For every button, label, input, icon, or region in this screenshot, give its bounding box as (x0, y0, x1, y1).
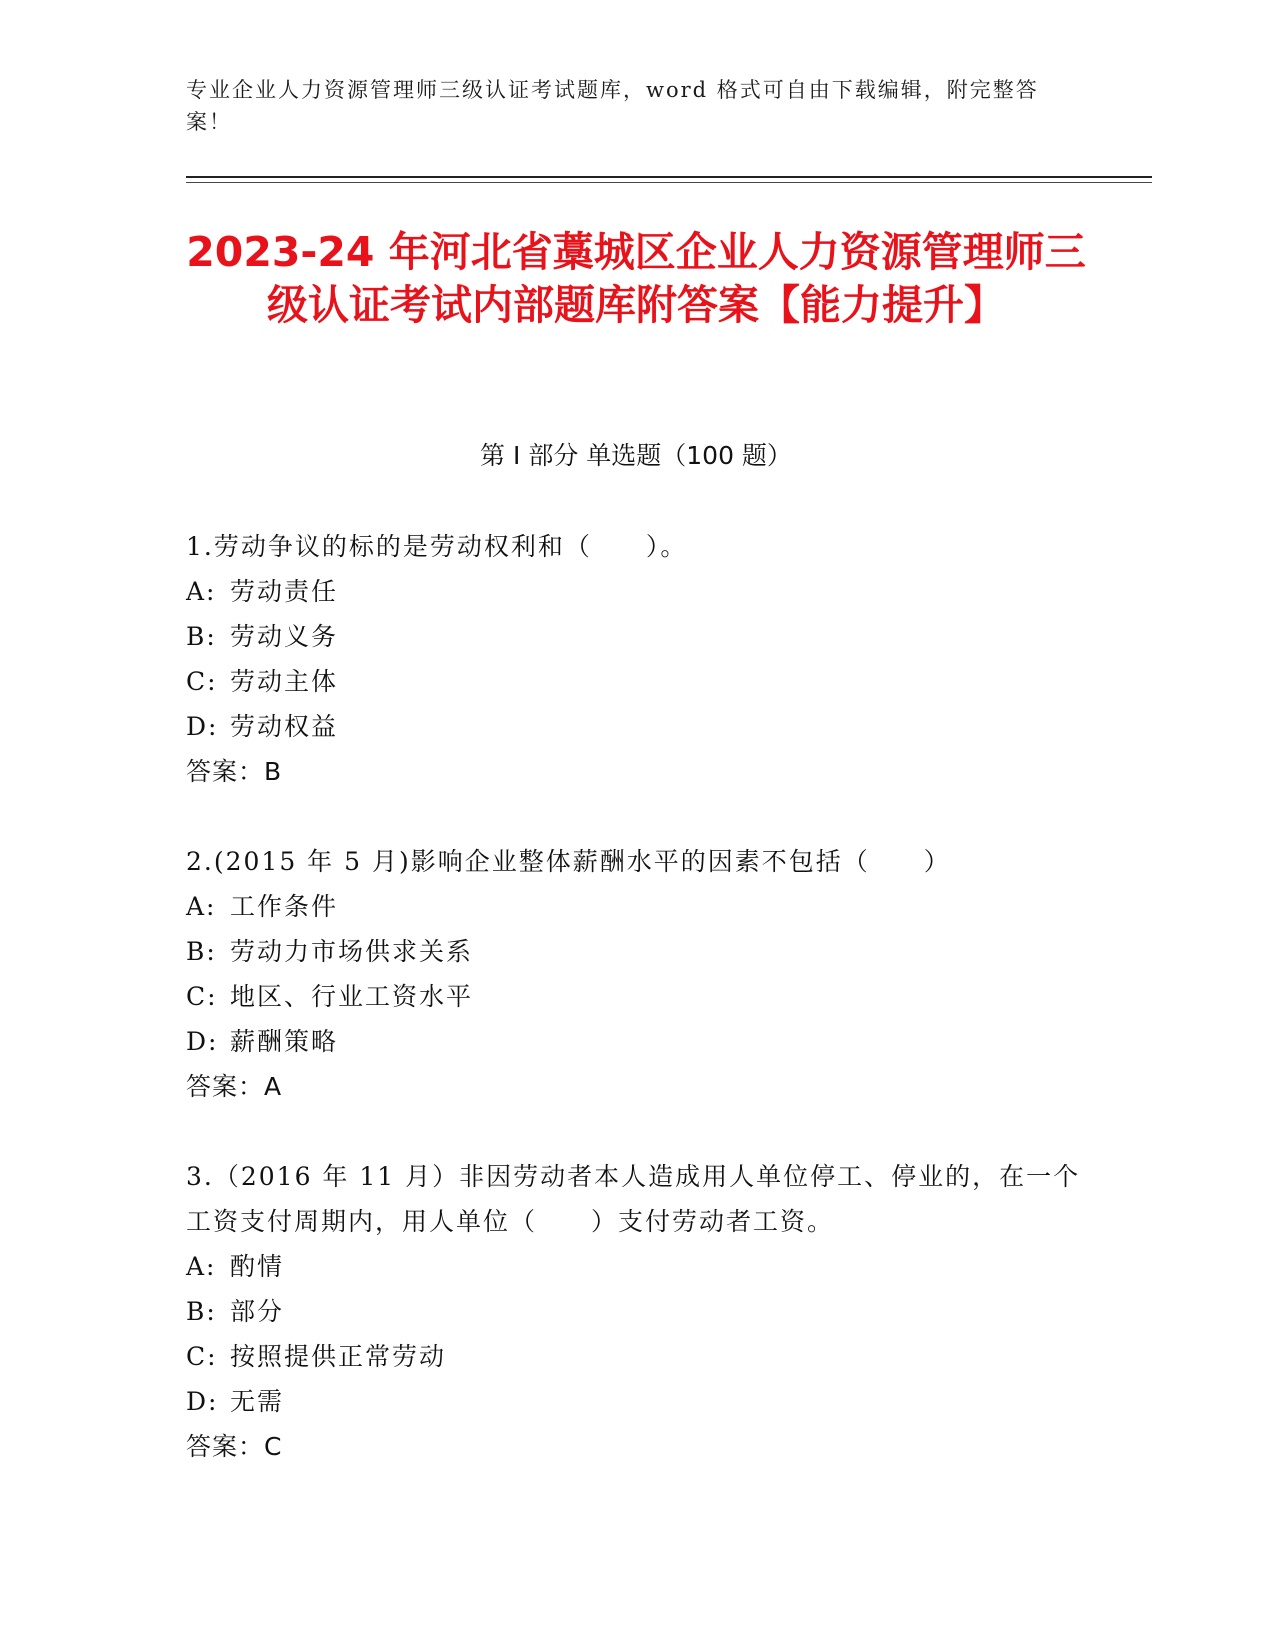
option-key: A: (186, 892, 217, 921)
option-text: 劳动力市场供求关系 (230, 937, 474, 966)
option-text: 酌情 (230, 1252, 285, 1281)
document-title: 2023-24 年河北省藁城区企业人力资源管理师三级认证考试内部题库附答案【能力提升】 (186, 228, 1086, 329)
question-list (186, 524, 1086, 1514)
option-text: 劳动主体 (230, 667, 339, 696)
option-b (186, 929, 1086, 974)
option-key: C: (186, 982, 218, 1011)
option-key: A: (186, 1252, 217, 1281)
option-text: 薪酬策略 (230, 1027, 339, 1056)
option-c (186, 659, 1086, 704)
question-1 (186, 524, 1086, 794)
option-a (186, 1244, 1086, 1289)
option-key: B: (186, 1297, 217, 1326)
option-text: 劳动权益 (230, 712, 339, 741)
option-text: 部分 (230, 1297, 285, 1326)
option-text: 劳动责任 (230, 577, 339, 606)
option-b (186, 614, 1086, 659)
option-key: A: (186, 577, 217, 606)
option-key: D: (186, 712, 219, 741)
option-text: 工作条件 (230, 892, 339, 921)
option-key: B: (186, 937, 217, 966)
option-key: D: (186, 1027, 219, 1056)
option-key: C: (186, 1342, 218, 1371)
option-text: 按照提供正常劳动 (230, 1342, 447, 1371)
option-text: 地区、行业工资水平 (230, 982, 474, 1011)
option-c (186, 1334, 1086, 1379)
section-heading: 第 I 部分 单选题（100 题） (480, 441, 792, 470)
question-text: 1.劳动争议的标的是劳动权利和（ ）。 (186, 532, 688, 561)
answer-line: 答案：A (186, 1072, 283, 1101)
header-note: 专业企业人力资源管理师三级认证考试题库，word 格式可自由下载编辑，附完整答案！ (186, 78, 1039, 134)
option-a (186, 569, 1086, 614)
question-2 (186, 839, 1086, 1109)
answer-line: 答案：B (186, 757, 283, 786)
question-text: 2.(2015 年 5 月)影响企业整体薪酬水平的因素不包括（ ） (186, 847, 951, 876)
option-text: 劳动义务 (230, 622, 339, 651)
answer-line: 答案：C (186, 1432, 283, 1461)
option-c (186, 974, 1086, 1019)
option-text: 无需 (230, 1387, 285, 1416)
option-key: B: (186, 622, 217, 651)
option-a (186, 884, 1086, 929)
option-d (186, 704, 1086, 749)
question-3 (186, 1154, 1086, 1469)
header-rule-thin (186, 182, 1152, 183)
option-key: C: (186, 667, 218, 696)
header-rule-thick (186, 176, 1152, 178)
question-text: 3.（2016 年 11 月）非因劳动者本人造成用人单位停工、停业的，在一个工资支付周期内，用人单位（ ）支付劳动者工资。 (186, 1162, 1081, 1236)
option-b (186, 1289, 1086, 1334)
option-d (186, 1019, 1086, 1064)
option-key: D: (186, 1387, 219, 1416)
option-d (186, 1379, 1086, 1424)
